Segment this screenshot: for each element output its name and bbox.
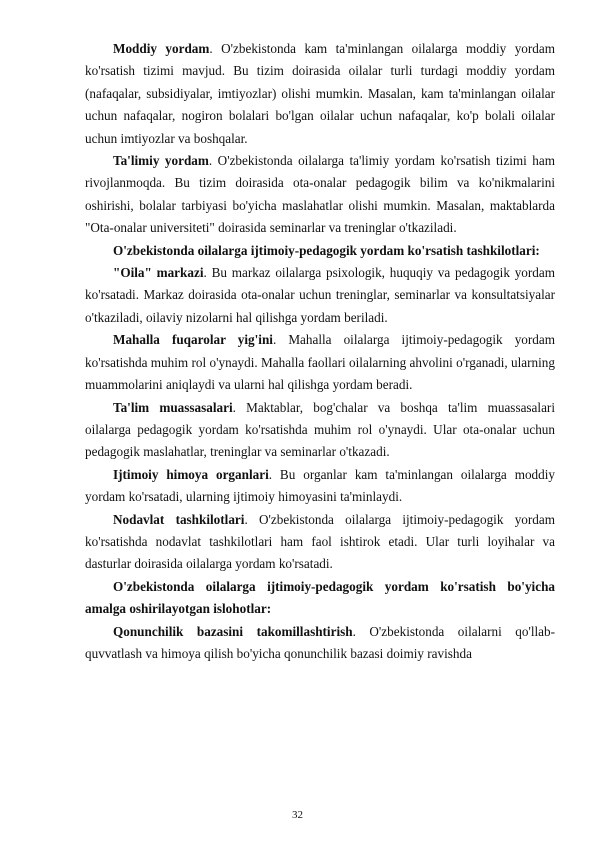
- text-oila-center: . Bu markaz oilalarga psixologik, huquqiy va pedagogik yordam ko'rsatadi. Markaz doirasida ota-onalar uchun treninglar, seminarlar va konsultatsiyalar o'tkaziladi, oilaviy nizolarni hal qilishga yordam beriladi.: [85, 265, 555, 325]
- page-number: 32: [292, 809, 303, 821]
- term-legislation: Qonunchilik bazasini takomillashtirish: [113, 623, 353, 639]
- term-social-protection: Ijtimoiy himoya organlari: [113, 466, 269, 482]
- text-education-institutions: . Maktablar, bog'chalar va boshqa ta'lim muassasalari oilalarga pedagogik yordam ko'rsatishda muhim rol o'ynaydi. Ular ota-onalar uchun pedagogik maslahatlar, treninglar va seminarlar o'tkazadi.: [85, 399, 555, 460]
- text-mahalla: . Mahalla oilalarga ijtimoiy-pedagogik yordam ko'rsatishda muhim rol o'ynaydi. Mahalla faollari oilalarning ahvolini o'rganadi, ularning muammolarini aniqlaydi va ularni hal qilishga yordam beradi.: [85, 332, 555, 393]
- text-ngos: . O'zbekistonda oilalarga ijtimoiy-pedagogik yordam ko'rsatishda nodavlat tashkilotlari ham faol ishtirok etadi. Ular turli loyihalar va dasturlar doirasida oilalarga yordam ko'rsatadi.: [85, 511, 555, 572]
- text-educational-aid: . O'zbekistonda oilalarga ta'limiy yordam ko'rsatish tizimi ham rivojlanmoqda. Bu tizim doirasida ota-onalar pedagogik bilim va ko'nikmalarini oshirishi, bolalar tarbiyasi bo'yicha maslahatlar olishi mumkin. Masalan, maktablarda "Ota-onalar universiteti" doirasida seminarlar va treninglar o'tkaziladi.: [85, 153, 555, 236]
- paragraph-ngos: [85, 509, 555, 576]
- term-material-aid: Moddiy yordam: [113, 41, 210, 56]
- heading-organizations: O'zbekistonda oilalarga ijtimoiy-pedagogik yordam ko'rsatish tashkilotlari:: [113, 242, 540, 258]
- document-body: [85, 38, 555, 665]
- text-legislation: . O'zbekistonda oilalarni qo'llab-quvvatlash va himoya qilish bo'yicha qonunchilik bazasi doimiy ravishda: [85, 623, 555, 661]
- paragraph-educational-aid: [85, 150, 555, 240]
- paragraph-oila-center: [85, 262, 555, 329]
- term-oila-center: "Oila" markazi: [113, 265, 204, 281]
- heading-reforms: O'zbekistonda oilalarga ijtimoiy-pedagogik yordam ko'rsatish bo'yicha amalga oshirilayotgan islohotlar:: [85, 578, 555, 617]
- text-social-protection: . Bu organlar kam ta'minlangan oilalarga moddiy yordam ko'rsatadi, ularning ijtimoiy himoyasini ta'minlaydi.: [85, 466, 555, 505]
- term-ngos: Nodavlat tashkilotlari: [113, 511, 245, 527]
- term-mahalla: Mahalla fuqarolar yig'ini: [113, 332, 273, 348]
- paragraph-social-protection: [85, 464, 555, 509]
- paragraph-material-aid: [85, 38, 555, 150]
- term-education-institutions: Ta'lim muassasalari: [113, 399, 233, 415]
- text-material-aid: . O'zbekistonda kam ta'minlangan oilalarga moddiy yordam ko'rsatish tizimi mavjud. Bu tizim doirasida oilalar turli turdagi moddiy yordam (nafaqalar, subsidiyalar, imtiyozlar) olishi mumkin. Masalan, kam ta'minlangan oilalar uchun nafaqalar, nogiron bolalari bo'lgan oilalar uchun nafaqalar, ko'p bolali oilalar uchun imtiyozlar va boshqalar.: [85, 41, 555, 146]
- paragraph-education-institutions: [85, 397, 555, 464]
- paragraph-legislation: [85, 621, 555, 666]
- paragraph-mahalla: [85, 329, 555, 396]
- term-educational-aid: Ta'limiy yordam: [113, 153, 209, 169]
